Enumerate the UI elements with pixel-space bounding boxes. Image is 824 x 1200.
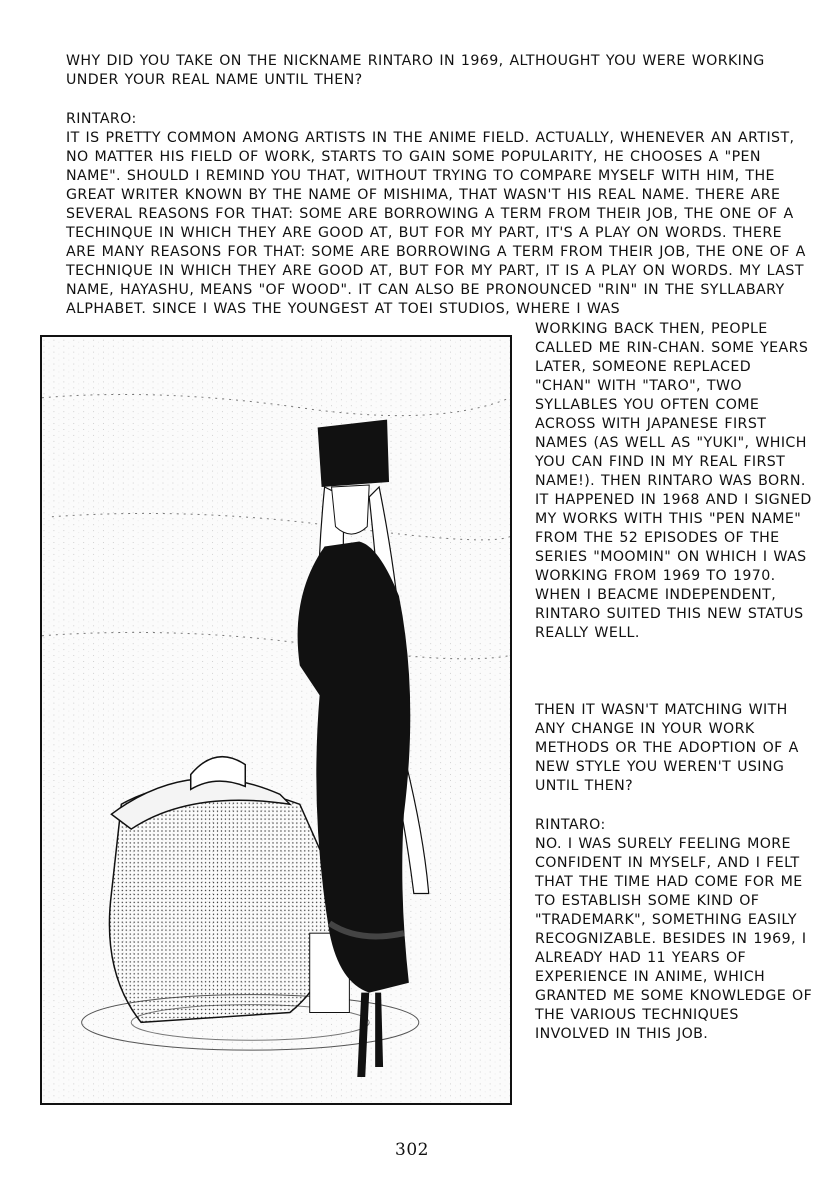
fur-hat [318,420,389,487]
illustration-drawing [42,337,510,1103]
speaker-label-2: RINTARO: [535,817,606,833]
interview-answer-2: NO. I WAS SURELY FEELING MORE CONFIDENT IN MYSELF, AND I FELT THAT THE TIME HAD COME FOR ME TO ESTABLISH SOME KIND OF "TRADEMARK", SOMETHING EASILY RECOGNIZABLE. BESIDES IN 1969, I ALREADY HAD 11 YEARS OF EXPERIENCE IN ANIME, WHICH GRANTED ME SOME KNOWLEDGE OF THE VARIOUS TECHNIQUES INVOLVED IN THIS JOB. [535,836,813,1042]
interview-question-2: THEN IT WASN'T MATCHING WITH ANY CHANGE IN YOUR WORK METHODS OR THE ADOPTION OF A NEW STYLE YOU WEREN'T USING UNTIL THEN? [535,702,799,794]
interview-question-1: WHY DID YOU TAKE ON THE NICKNAME RINTARO IN 1969, ALTHOUGHT YOU WERE WORKING UNDER YOUR REAL NAME UNTIL THEN? [66,53,765,88]
interview-answer-1-continued: WORKING BACK THEN, PEOPLE CALLED ME RIN-CHAN. SOME YEARS LATER, SOMEONE REPLACED "CHAN" WITH "TARO", TWO SYLLABLES YOU OFTEN COME ACROSS WITH JAPANESE FIRST NAMES (AS WELL AS "YUKI", WHICH YOU CAN FIND IN MY REAL FIRST NAME!). THEN RINTARO WAS BORN. IT HAPPENED IN 1968 AND I SIGNED MY WORKS WITH THIS "PEN NAME" FROM THE 52 EPISODES OF THE SERIES "MOOMIN" ON WHICH I WAS WORKING FROM 1969 TO 1970. WHEN I BEACME INDEPENDENT, RINTARO SUITED THIS NEW STATUS REALLY WELL. [535,321,812,641]
page-number: 302 [395,1140,429,1160]
manga-illustration [40,335,512,1105]
speaker-label-1: RINTARO: [66,111,137,127]
interview-answer-1: IT IS PRETTY COMMON AMONG ARTISTS IN THE ANIME FIELD. ACTUALLY, WHENEVER AN ARTIST, NO MATTER HIS FIELD OF WORK, STARTS TO GAIN SOME POPULARITY, HE CHOOSES A "PEN NAME". SHOULD I REMIND YOU THAT, WITHOUT TRYING TO COMPARE MYSELF WITH HIM, THE GREAT WRITER KNOWN BY THE NAME OF MISHIMA, THAT WASN'T HIS REAL NAME. THERE ARE SEVERAL REASONS FOR THAT: SOME ARE BORROWING A TERM FROM THEIR JOB, THE ONE OF A TECHINQUE IN WHICH THEY ARE GOOD AT, BUT FOR MY PART, IT'S A PLAY ON WORDS. THERE ARE MANY REASONS FOR THAT: SOME ARE BORROWING A TERM FROM THEIR JOB, THE ONE OF A TECHNIQUE IN WHICH THEY ARE GOOD AT, BUT FOR MY PART, IT IS A PLAY ON WORDS. MY LAST NAME, HAYASHU, MEANS "OF WOOD". IT CAN ALSO BE PRONOUNCED "RIN" IN THE SYLLABARY ALPHABET. SINCE I WAS THE YOUNGEST AT TOEI STUDIOS, WHERE I WAS [66,130,806,317]
face [332,485,370,534]
